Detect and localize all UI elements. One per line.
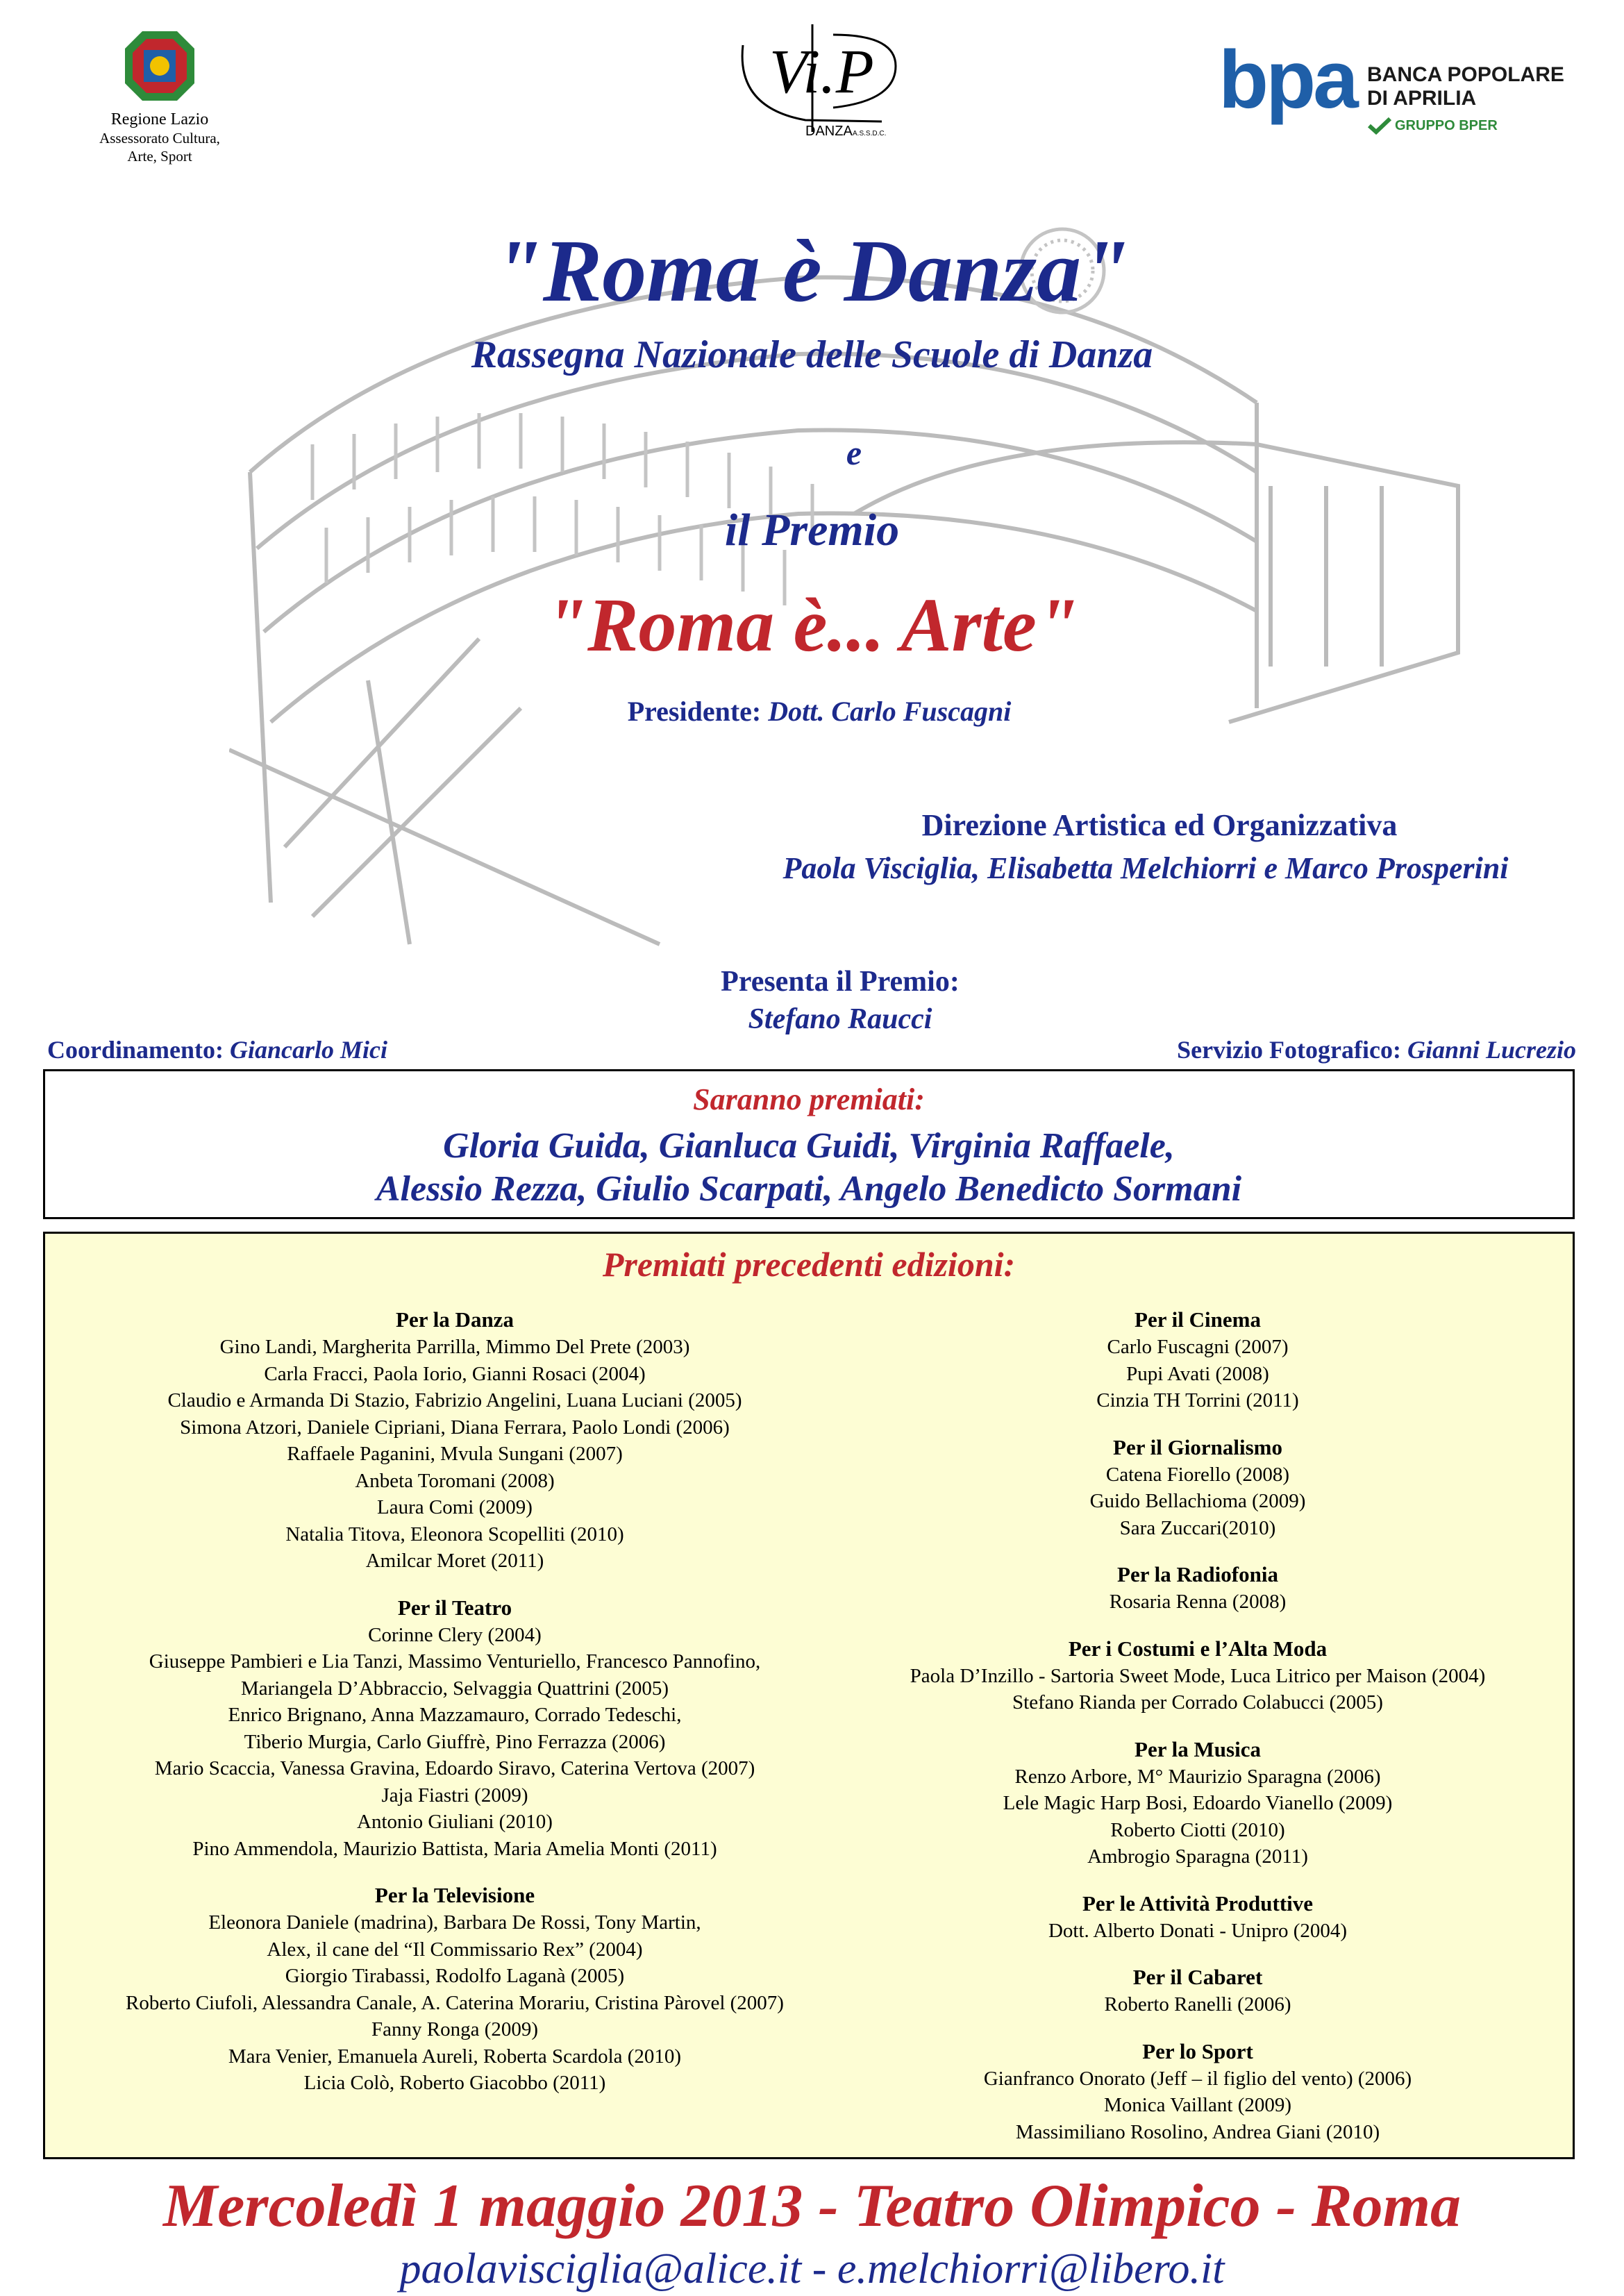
contact-emails: paolavisciglia@alice.it - e.melchiorri@libero.it — [399, 2245, 1225, 2293]
category-heading-per-le-attivit-produttive: Per le Attività Produttive — [1082, 1891, 1314, 1916]
lazio-emblem-icon — [122, 28, 198, 104]
president-label: Presidente: — [627, 696, 762, 727]
award-entry: Pino Ammendola, Maurizio Battista, Maria Amelia Monti (2011) — [192, 1837, 717, 1860]
section-spacer — [864, 1944, 1531, 1963]
bpa-mark: bpa — [1219, 34, 1356, 126]
award-entry: Roberto Ciotti (2010) — [1110, 1818, 1285, 1841]
direction-title: Direzione Artistica ed Organizzativa — [921, 808, 1398, 842]
award-entry: Pupi Avati (2008) — [1126, 1362, 1269, 1385]
section-spacer — [864, 1414, 1531, 1434]
award-entry: Cinzia TH Torrini (2011) — [1096, 1389, 1299, 1411]
president-name: Dott. Carlo Fuscagni — [768, 696, 1012, 727]
previous-left-column — [87, 1306, 823, 2097]
category-heading-per-la-radiofonia: Per la Radiofonia — [1117, 1562, 1278, 1586]
awardees-line1: Gloria Guida, Gianluca Guidi, Virginia Raffaele, — [443, 1126, 1175, 1166]
photography-name: Gianni Lucrezio — [1407, 1036, 1576, 1064]
awardees-title: Saranno premiati: — [693, 1082, 925, 1116]
award-entry: Renzo Arbore, M° Maurizio Sparagna (2006) — [1014, 1765, 1381, 1788]
award-entry: Dott. Alberto Donati - Unipro (2004) — [1048, 1919, 1348, 1942]
award-entry: Claudio e Armanda Di Stazio, Fabrizio Angelini, Luana Luciani (2005) — [167, 1389, 742, 1411]
award-entry: Roberto Ciufoli, Alessandra Canale, A. Caterina Morariu, Cristina Pàrovel (2007) — [126, 1991, 784, 2014]
vip-caption: DANZA — [805, 124, 853, 139]
category-heading-per-il-cinema: Per il Cinema — [1135, 1307, 1261, 1332]
lazio-department-line1: Assessorato Cultura, — [99, 130, 220, 146]
section-spacer — [864, 1541, 1531, 1561]
vip-danza-logo — [729, 3, 937, 142]
category-heading-per-la-televisione: Per la Televisione — [374, 1883, 535, 1907]
vip-mark-text: Vi.P — [769, 37, 874, 106]
award-entry: Laura Comi (2009) — [377, 1496, 533, 1518]
award-entry: Mara Venier, Emanuela Aureli, Roberta Scardola (2010) — [228, 2045, 682, 2068]
award-entry: Gino Landi, Margherita Parrilla, Mimmo Del Prete (2003) — [219, 1336, 690, 1358]
section-spacer — [87, 1575, 823, 1594]
award-entry: Antonio Giuliani (2010) — [357, 1811, 553, 1833]
section-spacer — [864, 1616, 1531, 1635]
award-entry: Giorgio Tirabassi, Rodolfo Laganà (2005) — [285, 1965, 625, 1987]
award-entry: Massimiliano Rosolino, Andrea Giani (2010) — [1015, 2120, 1380, 2143]
award-entry: Rosaria Renna (2008) — [1109, 1591, 1287, 1613]
section-spacer — [864, 2018, 1531, 2038]
section-spacer — [87, 1862, 823, 1882]
award-name: "Roma è... Arte" — [545, 583, 1079, 667]
lazio-department-line2: Arte, Sport — [127, 148, 192, 165]
category-heading-per-i-costumi-e-l-alta-moda: Per i Costumi e l’Alta Moda — [1068, 1636, 1328, 1661]
previous-right-column — [864, 1306, 1531, 2145]
conjunction-text: e — [846, 433, 862, 472]
bpa-name-line1: BANCA POPOLARE — [1367, 63, 1564, 86]
previous-editions-title: Premiati precedenti edizioni: — [602, 1245, 1016, 1284]
lazio-region-name: Regione Lazio — [110, 110, 209, 128]
bpa-name-line2: DI APRILIA — [1367, 87, 1477, 110]
award-entry: Enrico Brignano, Anna Mazzamauro, Corrado Tedeschi, — [228, 1704, 682, 1726]
vip-logo-mark-icon — [729, 3, 937, 142]
award-label: il Premio — [724, 505, 900, 555]
award-entry: Catena Fiorello (2008) — [1105, 1463, 1290, 1486]
regione-lazio-logo — [83, 28, 236, 165]
category-heading-per-la-musica: Per la Musica — [1135, 1736, 1261, 1761]
event-subtitle: Rassegna Nazionale delle Scuole di Danza — [471, 333, 1153, 376]
award-entry: Mariangela D’Abbraccio, Selvaggia Quattrini (2005) — [240, 1677, 669, 1700]
event-date-venue: Mercoledì 1 maggio 2013 - Teatro Olimpico - Roma — [162, 2172, 1462, 2240]
category-heading-per-lo-sport: Per lo Sport — [1142, 2038, 1253, 2063]
president-line — [576, 694, 1062, 729]
presenter-label: Presenta il Premio: — [721, 966, 960, 998]
award-entry: Eleonora Daniele (madrina), Barbara De Rossi, Tony Martin, — [208, 1911, 701, 1934]
category-heading-per-il-cabaret: Per il Cabaret — [1132, 1965, 1263, 1989]
award-entry: Roberto Ranelli (2006) — [1104, 1993, 1291, 2016]
photography-label: Servizio Fotografico: — [1177, 1036, 1401, 1064]
award-entry: Alex, il cane del “Il Commissario Rex” (2004) — [267, 1938, 643, 1961]
presenter-name: Stefano Raucci — [748, 1003, 932, 1035]
previous-editions-box — [43, 1232, 1575, 2159]
awardees-box — [43, 1069, 1575, 1219]
category-heading-per-il-teatro: Per il Teatro — [397, 1595, 512, 1620]
photography-line — [972, 1034, 1576, 1065]
award-entry: Fanny Ronga (2009) — [371, 2018, 539, 2041]
coordination-label: Coordinamento: — [47, 1036, 224, 1064]
coordination-line — [47, 1034, 672, 1065]
award-entry: Paola D’Inzillo - Sartoria Sweet Mode, Luca Litrico per Maison (2004) — [910, 1664, 1486, 1687]
award-entry: Natalia Titova, Eleonora Scopelliti (2010) — [285, 1523, 624, 1545]
event-title: "Roma è Danza" — [493, 221, 1131, 320]
awardees-line2: Alessio Rezza, Giulio Scarpati, Angelo Benedicto Sormani — [376, 1169, 1242, 1209]
award-entry: Simona Atzori, Daniele Cipriani, Diana Ferrara, Paolo Londi (2006) — [180, 1416, 730, 1439]
award-entry: Licia Colò, Roberto Giacobbo (2011) — [303, 2072, 606, 2094]
vip-suffix: A.S.S.D.C. — [853, 130, 887, 137]
direction-names: Paola Visciglia, Elisabetta Melchiorri e Marco Prosperini — [782, 851, 1509, 885]
award-entry: Guido Bellachioma (2009) — [1089, 1490, 1306, 1512]
award-entry: Giuseppe Pambieri e Lia Tanzi, Massimo Venturiello, Francesco Pannofino, — [149, 1650, 761, 1673]
coordination-name: Giancarlo Mici — [230, 1036, 388, 1064]
award-entry: Gianfranco Onorato (Jeff – il figlio del vento) (2006) — [983, 2067, 1412, 2090]
award-entry: Carlo Fuscagni (2007) — [1107, 1336, 1289, 1358]
award-entry: Mario Scaccia, Vanessa Gravina, Edoardo Siravo, Caterina Vertova (2007) — [154, 1757, 755, 1779]
award-entry: Stefano Rianda per Corrado Colabucci (2005) — [1012, 1691, 1383, 1713]
bpa-bank-logo — [1219, 34, 1593, 146]
award-entry: Ambrogio Sparagna (2011) — [1087, 1845, 1308, 1868]
award-entry: Corinne Clery (2004) — [368, 1623, 542, 1646]
section-spacer — [864, 1716, 1531, 1736]
award-entry: Monica Vaillant (2009) — [1103, 2094, 1292, 2116]
award-entry: Carla Fracci, Paola Iorio, Gianni Rosaci (2004) — [264, 1362, 646, 1385]
award-entry: Tiberio Murgia, Carlo Giuffrè, Pino Ferrazza (2006) — [244, 1730, 666, 1753]
category-heading-per-il-giornalismo: Per il Giornalismo — [1113, 1434, 1282, 1459]
bper-check-icon — [1367, 117, 1392, 135]
award-entry: Amilcar Moret (2011) — [365, 1550, 544, 1572]
award-entry: Sara Zuccari(2010) — [1119, 1516, 1276, 1539]
section-spacer — [864, 1870, 1531, 1890]
award-entry: Lele Magic Harp Bosi, Edoardo Vianello (2009) — [1003, 1792, 1393, 1814]
category-heading-per-la-danza: Per la Danza — [396, 1307, 514, 1332]
award-entry: Jaja Fiastri (2009) — [381, 1784, 528, 1807]
bper-group-label: GRUPPO BPER — [1395, 118, 1498, 133]
award-entry: Anbeta Toromani (2008) — [355, 1469, 555, 1492]
award-entry: Raffaele Paganini, Mvula Sungani (2007) — [287, 1443, 623, 1465]
